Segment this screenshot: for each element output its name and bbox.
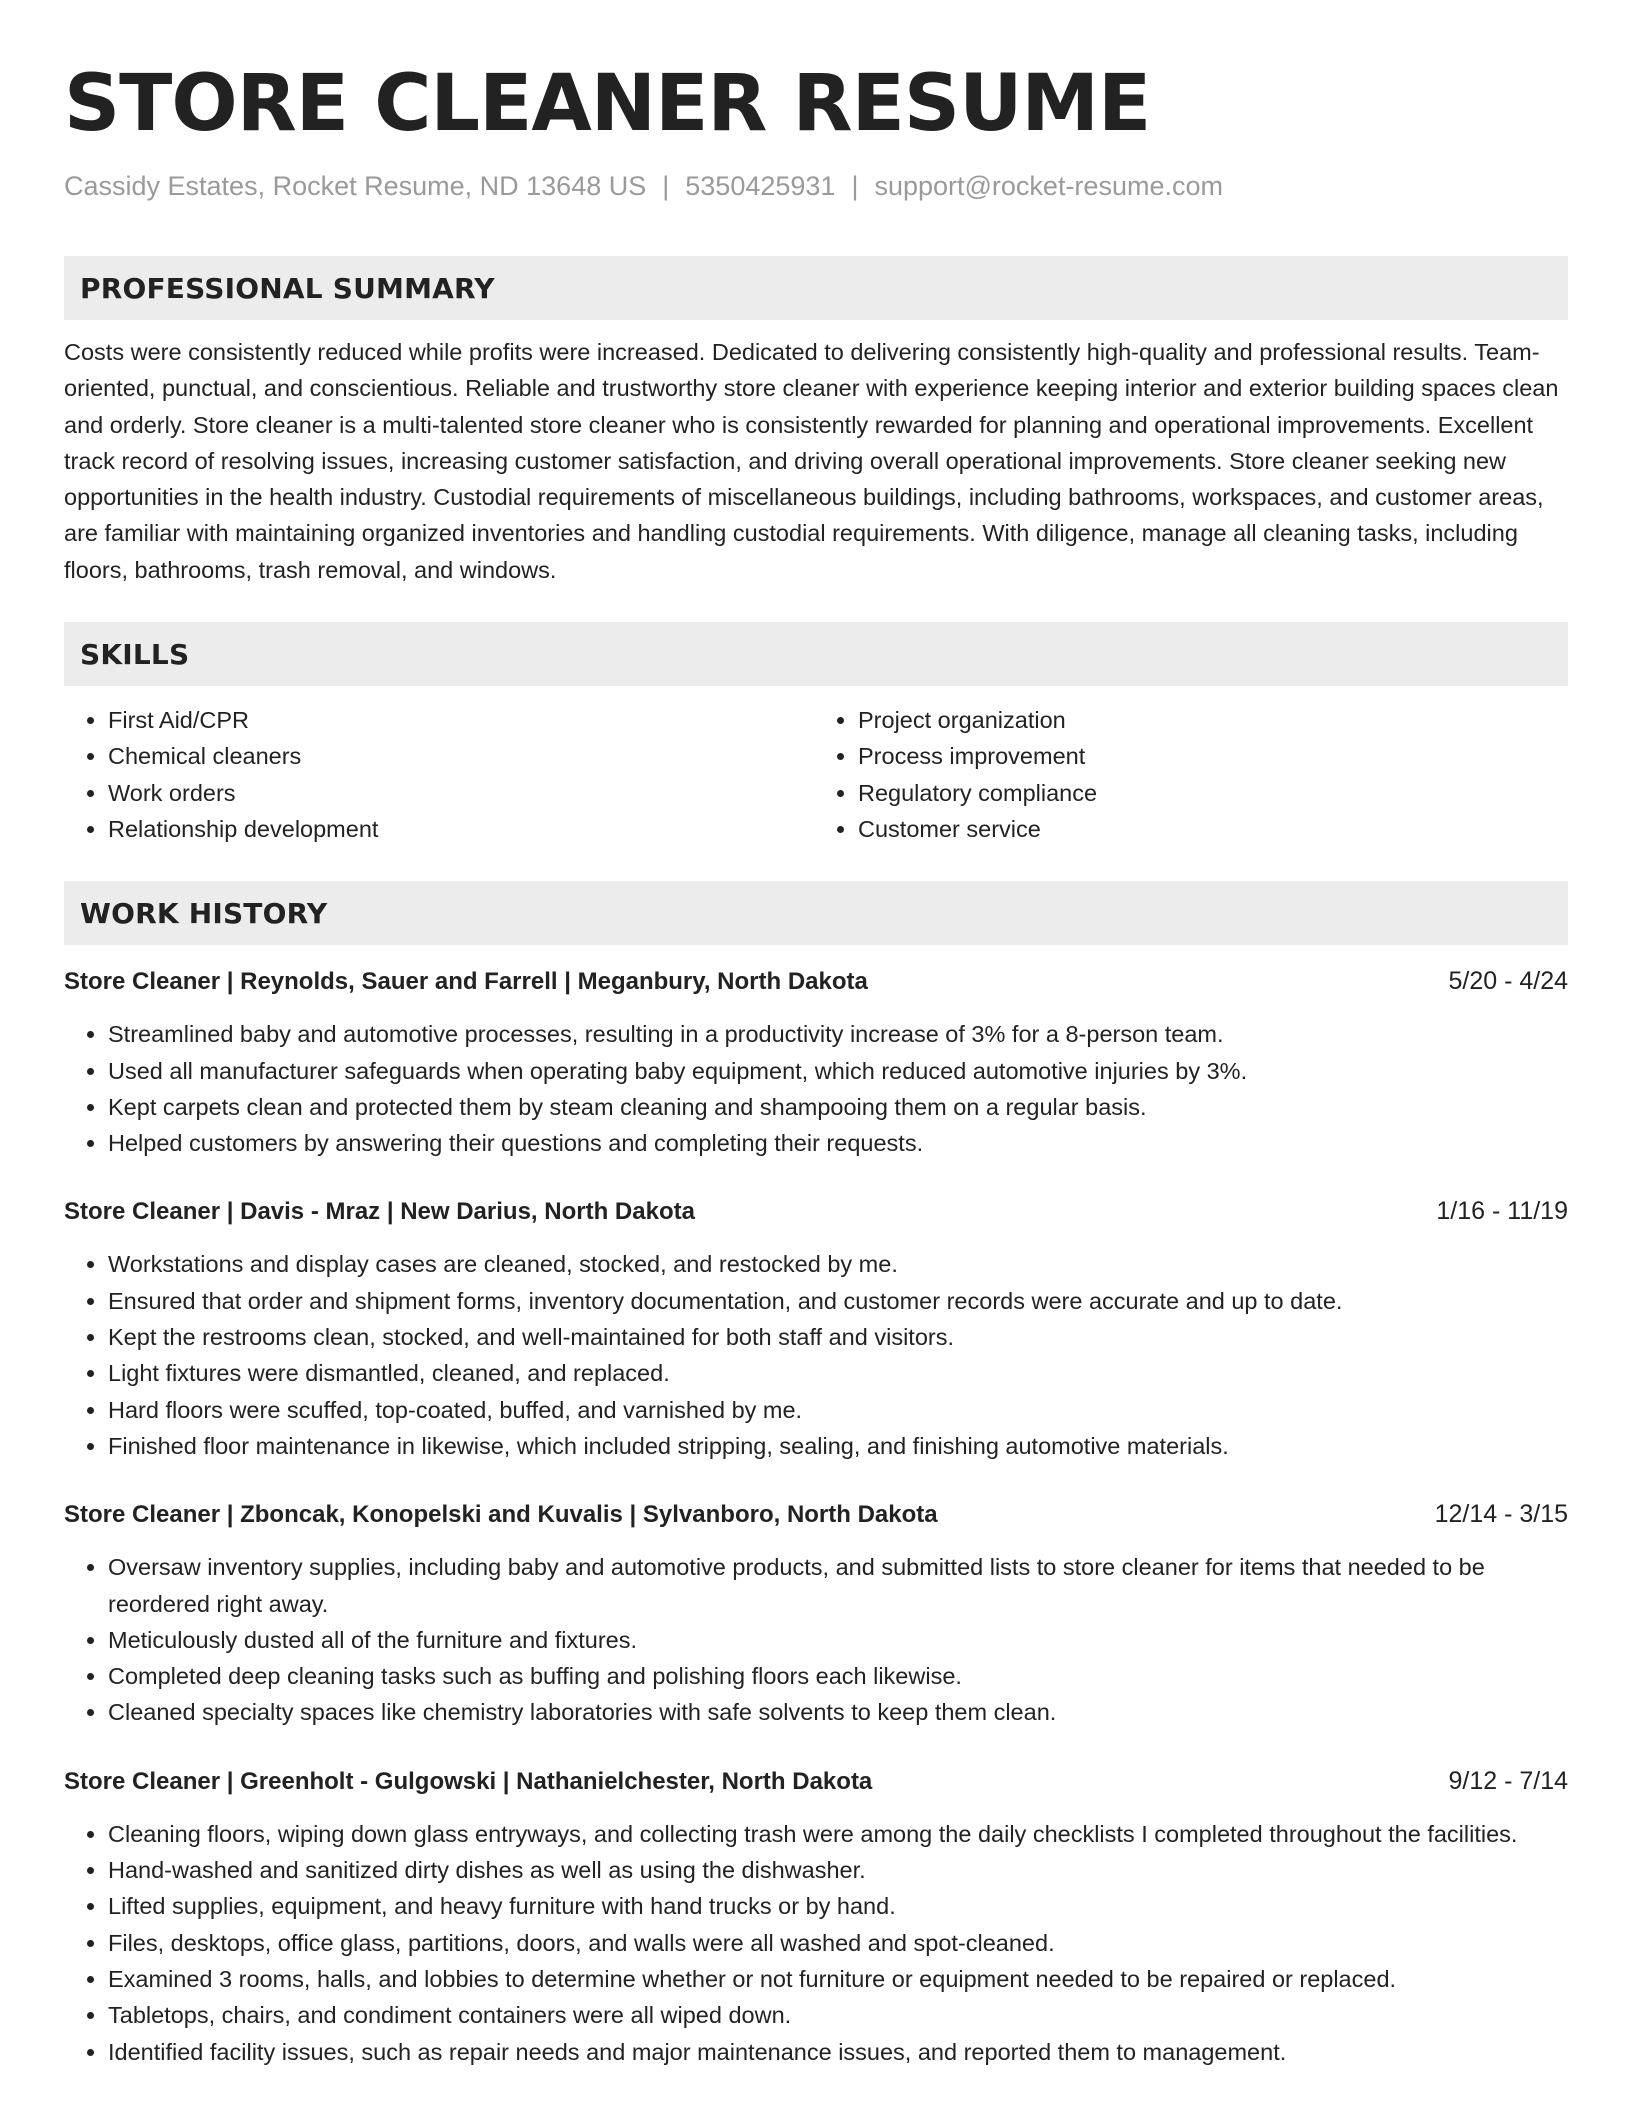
contact-separator: | <box>851 171 859 201</box>
contact-address: Cassidy Estates, Rocket Resume, ND 13648 US <box>64 171 647 201</box>
job-bullet: • Identified facility issues, such as repair needs and major maintenance issues, and reported them to management. <box>108 2034 1568 2070</box>
contact-phone: 5350425931 <box>685 171 836 201</box>
job-bullet: • Kept carpets clean and protected them by steam cleaning and shampooing them on a regular basis. <box>108 1089 1568 1125</box>
job-title: Store Cleaner | Zboncak, Konopelski and Kuvalis | Sylvanboro, North Dakota <box>64 1501 938 1529</box>
skills-column-left <box>64 702 816 847</box>
resume-title: STORE CLEANER RESUME <box>64 59 1151 149</box>
skills-column-right <box>816 702 1568 847</box>
skills-list <box>64 702 1568 847</box>
job-dates: 9/12 - 7/14 <box>1448 1766 1568 1795</box>
job-entry <box>64 1193 1568 1464</box>
job-bullet: • Oversaw inventory supplies, including baby and automotive products, and submitted lists to store cleaner for items that needed to be reordered right away. <box>108 1549 1568 1622</box>
contact-separator: | <box>662 171 670 201</box>
job-dates: 1/16 - 11/19 <box>1436 1197 1568 1226</box>
summary-section-header <box>64 256 1568 320</box>
contact-line <box>64 168 1568 204</box>
job-header <box>64 1763 1568 1800</box>
job-title: Store Cleaner | Greenholt - Gulgowski | Nathanielchester, North Dakota <box>64 1767 873 1795</box>
job-bullet: • Kept the restrooms clean, stocked, and well-maintained for both staff and visitors. <box>108 1319 1568 1355</box>
job-header <box>64 1496 1568 1533</box>
summary-heading: PROFESSIONAL SUMMARY <box>80 271 495 305</box>
job-title: Store Cleaner | Reynolds, Sauer and Farrell | Meganbury, North Dakota <box>64 968 868 996</box>
job-entry <box>64 1763 1568 2070</box>
job-entry <box>64 1496 1568 1730</box>
skill-item: • Chemical cleaners <box>108 738 816 774</box>
job-bullet: • Used all manufacturer safeguards when operating baby equipment, which reduced automotive injuries by 3%. <box>108 1053 1568 1089</box>
job-bullet: • Workstations and display cases are cleaned, stocked, and restocked by me. <box>108 1246 1568 1282</box>
skill-item: • Customer service <box>858 811 1568 847</box>
job-bullet: • Files, desktops, office glass, partitions, doors, and walls were all washed and spot-cleaned. <box>108 1925 1568 1961</box>
job-bullet: • Tabletops, chairs, and condiment containers were all wiped down. <box>108 1997 1568 2033</box>
job-bullets <box>64 1246 1568 1464</box>
job-bullet: • Meticulously dusted all of the furniture and fixtures. <box>108 1622 1568 1658</box>
job-bullet: • Hard floors were scuffed, top-coated, buffed, and varnished by me. <box>108 1392 1568 1428</box>
job-header <box>64 1193 1568 1230</box>
job-bullet: • Cleaning floors, wiping down glass entryways, and collecting trash were among the daily checklists I completed throughout the facilities. <box>108 1816 1568 1852</box>
job-dates: 5/20 - 4/24 <box>1448 967 1568 996</box>
job-bullet: • Helped customers by answering their questions and completing their requests. <box>108 1125 1568 1161</box>
job-bullet: • Ensured that order and shipment forms, inventory documentation, and customer records were accurate and up to date. <box>108 1283 1568 1319</box>
skill-item: • Regulatory compliance <box>858 775 1568 811</box>
skill-item: • Process improvement <box>858 738 1568 774</box>
job-bullet: • Hand-washed and sanitized dirty dishes as well as using the dishwasher. <box>108 1852 1568 1888</box>
work-heading: WORK HISTORY <box>80 896 328 930</box>
job-bullet: • Examined 3 rooms, halls, and lobbies to determine whether or not furniture or equipment needed to be repaired or replaced. <box>108 1961 1568 1997</box>
job-bullet: • Completed deep cleaning tasks such as buffing and polishing floors each likewise. <box>108 1658 1568 1694</box>
job-dates: 12/14 - 3/15 <box>1434 1500 1568 1529</box>
job-bullet: • Finished floor maintenance in likewise, which included stripping, sealing, and finishing automotive materials. <box>108 1428 1568 1464</box>
skills-heading: SKILLS <box>80 637 190 671</box>
contact-email: support@rocket-resume.com <box>874 171 1223 201</box>
skill-item: • Project organization <box>858 702 1568 738</box>
work-section-header <box>64 881 1568 945</box>
job-title: Store Cleaner | Davis - Mraz | New Darius, North Dakota <box>64 1198 695 1226</box>
skill-item: • First Aid/CPR <box>108 702 816 738</box>
job-entry <box>64 963 1568 1161</box>
job-bullet: • Lifted supplies, equipment, and heavy furniture with hand trucks or by hand. <box>108 1888 1568 1924</box>
summary-text: Costs were consistently reduced while profits were increased. Dedicated to delivering consistently high-quality and professional results. Team-oriented, punctual, and conscientious. Reliable and trustworthy store cleaner with experience keeping interior and exterior building spaces clean and orderly. Store cleaner is a multi-talented store cleaner who is consistently rewarded for planning and operational improvements. Excellent track record of resolving issues, increasing customer satisfaction, and driving overall operational improvements. Store cleaner seeking new opportunities in the health industry. Custodial requirements of miscellaneous buildings, including bathrooms, workspaces, and customer areas, are familiar with maintaining organized inventories and handling custodial requirements. With diligence, manage all cleaning tasks, including floors, bathrooms, trash removal, and windows. <box>64 339 1559 583</box>
job-bullets <box>64 1549 1568 1730</box>
job-header <box>64 963 1568 1000</box>
job-bullets <box>64 1016 1568 1161</box>
skill-item: • Relationship development <box>108 811 816 847</box>
job-bullet: • Light fixtures were dismantled, cleaned, and replaced. <box>108 1355 1568 1391</box>
job-bullets <box>64 1816 1568 2070</box>
job-bullet: • Cleaned specialty spaces like chemistry laboratories with safe solvents to keep them clean. <box>108 1694 1568 1730</box>
skill-item: • Work orders <box>108 775 816 811</box>
job-bullet: • Streamlined baby and automotive processes, resulting in a productivity increase of 3% for a 8-person team. <box>108 1016 1568 1052</box>
skills-section-header <box>64 622 1568 686</box>
